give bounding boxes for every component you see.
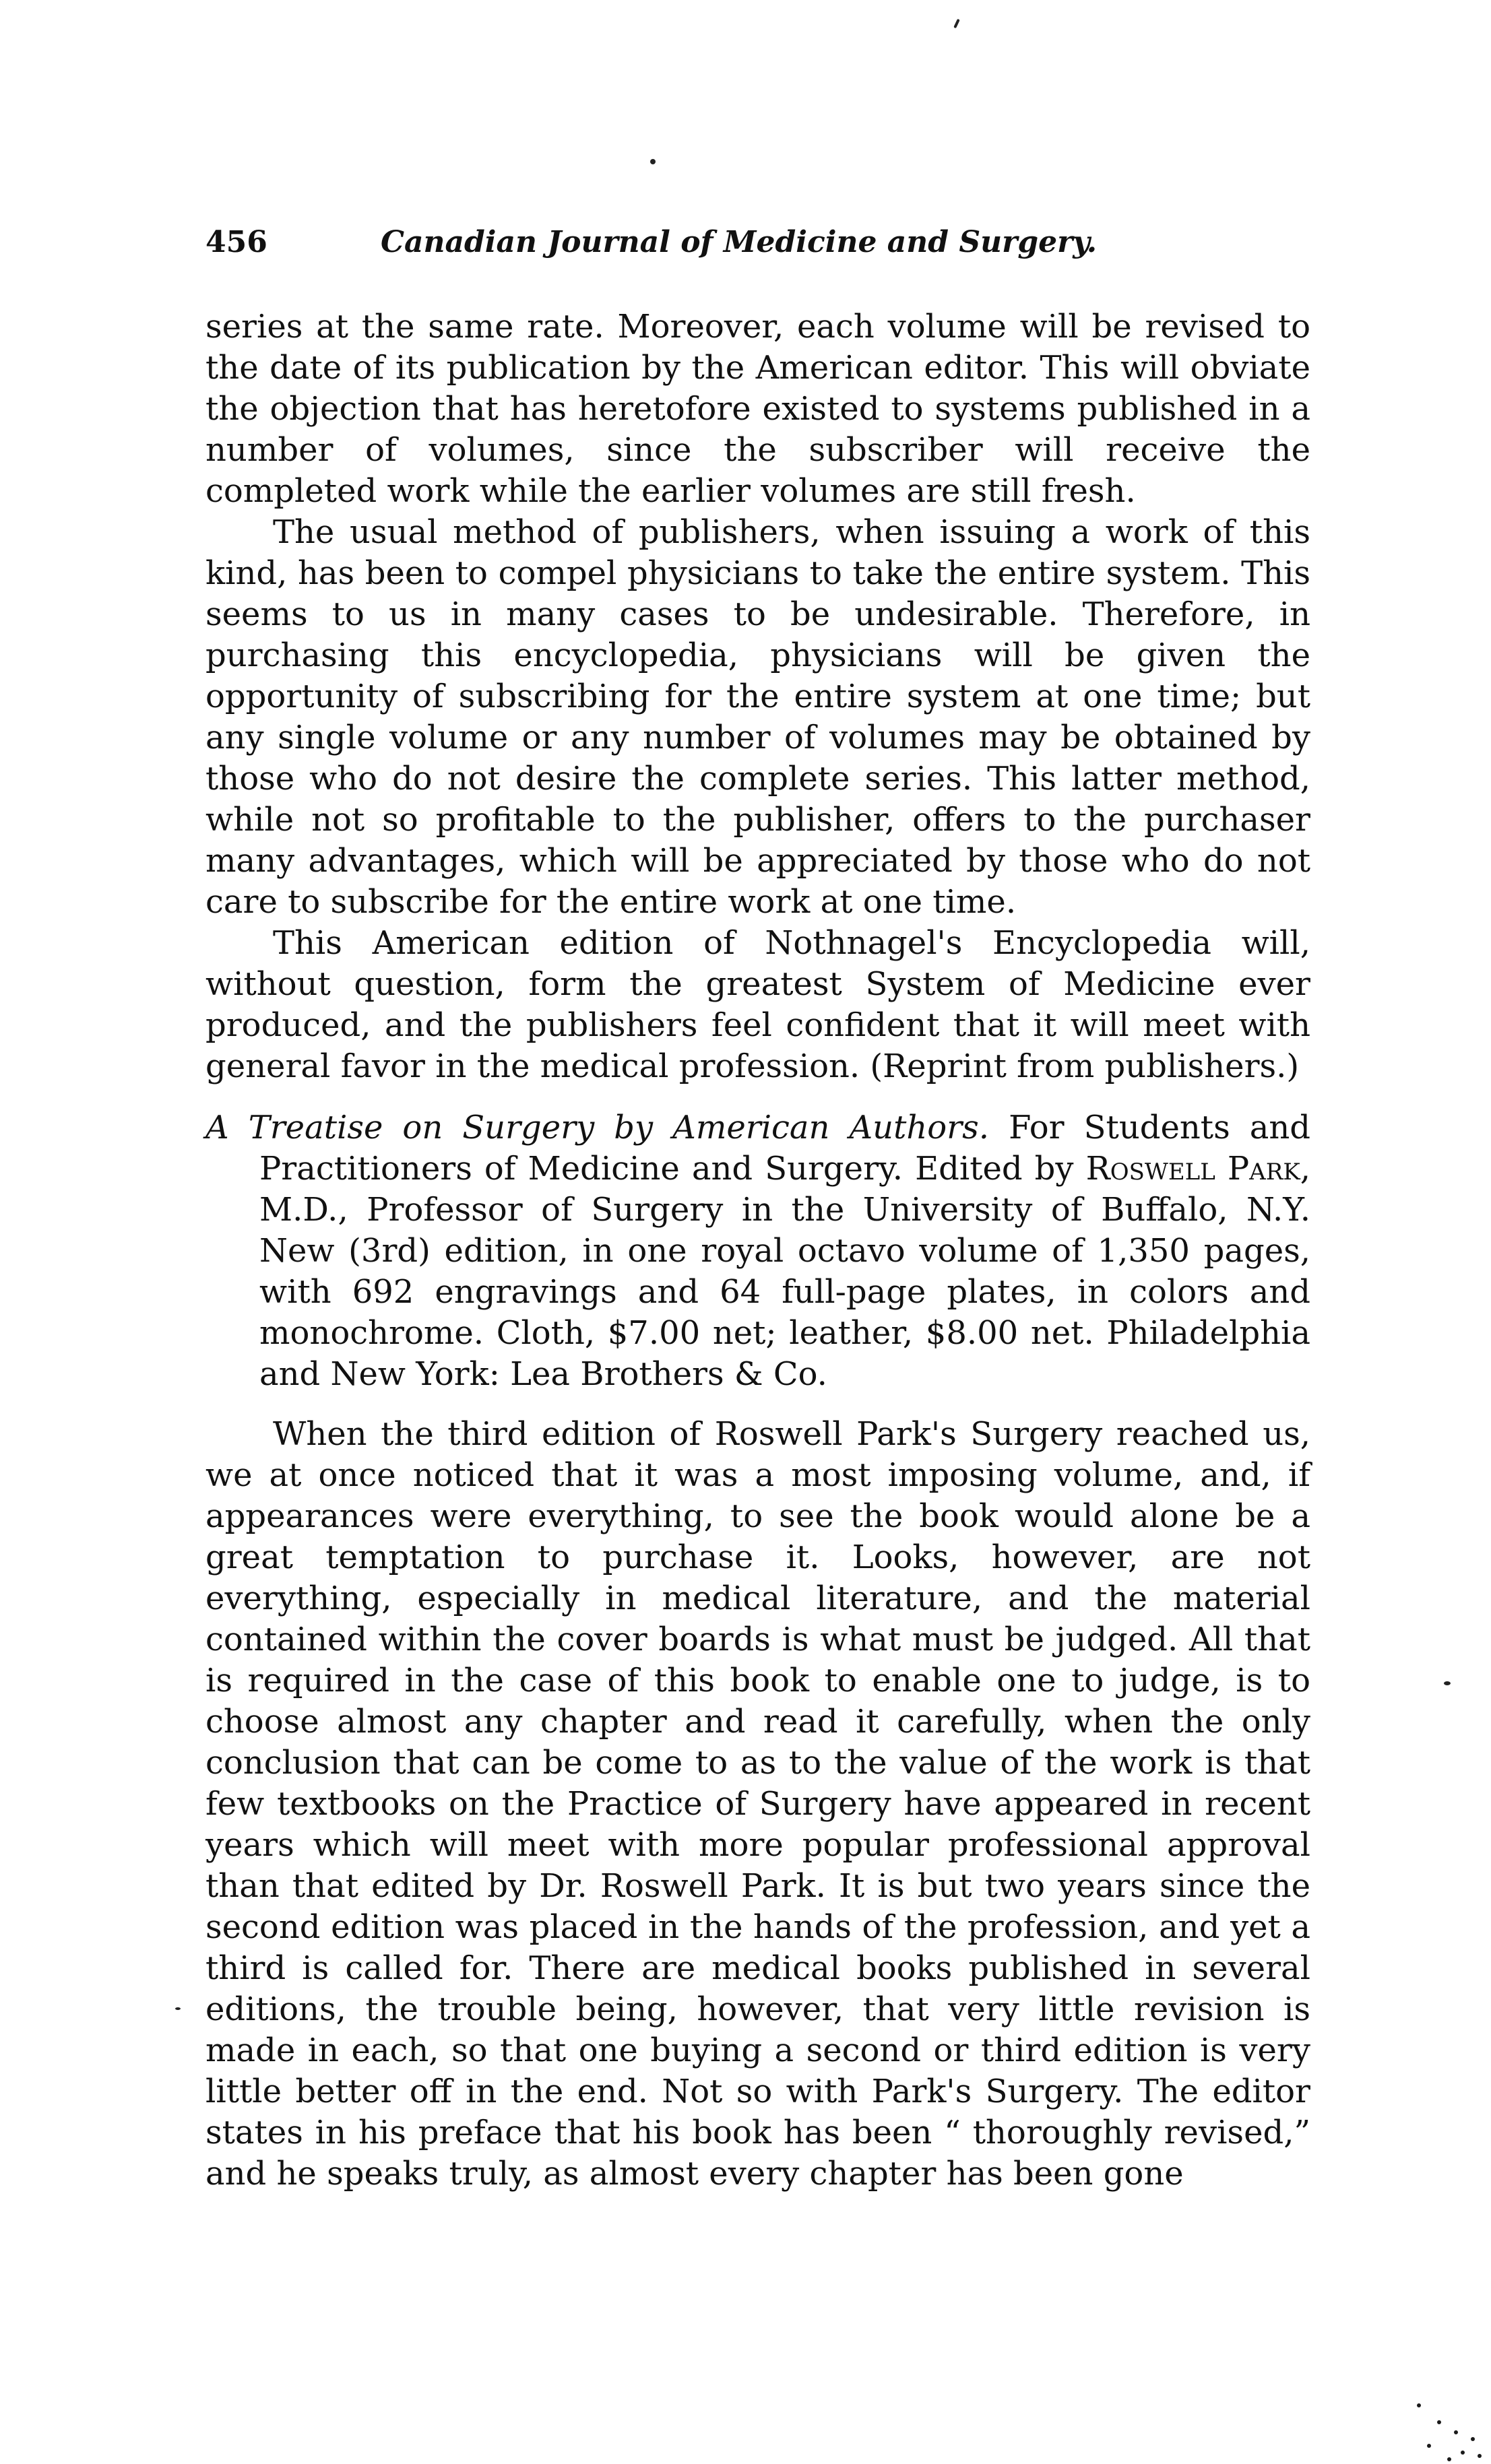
book-details: , M.D., Professor of Surgery in the University of Buffalo, N.Y. New (3rd) edition, in one royal octavo volume of 1,350 pages, with 692 engravings and 64 full-page plates, in colors and monochrome. Cloth, $7.00 net; leather, $8.00 net. Philadelphia and New York: Lea Brothers & Co. xyxy=(259,1150,1311,1393)
page-number: 456 xyxy=(205,225,267,259)
scan-noise xyxy=(1390,2363,1491,2464)
page-header xyxy=(205,216,1310,269)
ink-speck xyxy=(1437,2420,1441,2424)
book-title: A Treatise on Surgery by American Authors. xyxy=(205,1109,990,1146)
ink-speck xyxy=(1427,2444,1431,2448)
paragraph: This American edition of Nothnagel's Encyclopedia will, without question, form the greatest System of Medicine ever produced, and the publishers feel confident that it will meet with general favor in the medical profession. (Reprint from publishers.) xyxy=(205,924,1310,1085)
ink-speck xyxy=(1478,2454,1482,2458)
ink-speck xyxy=(650,159,656,164)
ink-speck xyxy=(175,2007,181,2010)
paragraph: The usual method of publishers, when issuing a work of this kind, has been to compel physicians to take the entire system. This seems to us in many cases to be undesirable. Therefore, in purchasing this encyclopedia, physicians will be given the opportunity of subscribing for the entire system at one time; but any single volume or any number of volumes may be obtained by those who do not desire the complete series. This latter method, while not so profitable to the publisher, offers to the purchaser many advantages, which will be appreciated by those who do not care to subscribe for the entire work at one time. xyxy=(205,513,1310,921)
ink-speck xyxy=(1461,2451,1465,2455)
book-review-heading xyxy=(205,1107,1310,1395)
running-title: Canadian Journal of Medicine and Surgery. xyxy=(381,225,1098,259)
ink-speck xyxy=(1447,2457,1451,2461)
ink-speck xyxy=(953,19,960,28)
ink-speck xyxy=(1444,1681,1451,1685)
paragraph: series at the same rate. Moreover, each volume will be revised to the date of its publication by the American editor. This will obviate the objection that has heretofore existed to systems published in a number of volumes, since the subscriber will receive the completed work while the earlier volumes are still fresh. xyxy=(205,308,1310,510)
book-details: For Students and Practitioners of Medicine and Surgery. Edited by xyxy=(259,1109,1311,1188)
editor-name: Roswell Park xyxy=(1085,1150,1300,1188)
ink-speck xyxy=(1454,2430,1458,2434)
ink-speck xyxy=(1417,2403,1421,2407)
review-paragraph: When the third edition of Roswell Park's Surgery reached us, we at once noticed that it was a most imposing volume, and, if appearances were everything, to see the book would alone be a great temptation to purchase it. Looks, however, are not everything, especially in medical literature, and the material contained within the cover boards is what must be judged. All that is required in the case of this book to enable one to judge, is to choose almost any chapter and read it carefully, when the only conclusion that can be come to as to the value of the work is that few textbooks on the Practice of Surgery have appeared in recent years which will meet with more popular professional approval than that edited by Dr. Roswell Park. It is but two years since the second edition was placed in the hands of the profession, and yet a third is called for. There are medical books published in several editions, the trouble being, however, that very little revision is made in each, so that one buying a second or third edition is very little better off in the end. Not so with Park's Surgery. The editor states in his preface that his book has been “ thoroughly revised,” and he speaks truly, as almost every chapter has been gone xyxy=(205,1415,1310,2193)
ink-speck xyxy=(1471,2437,1475,2441)
article-body xyxy=(205,306,1310,2195)
